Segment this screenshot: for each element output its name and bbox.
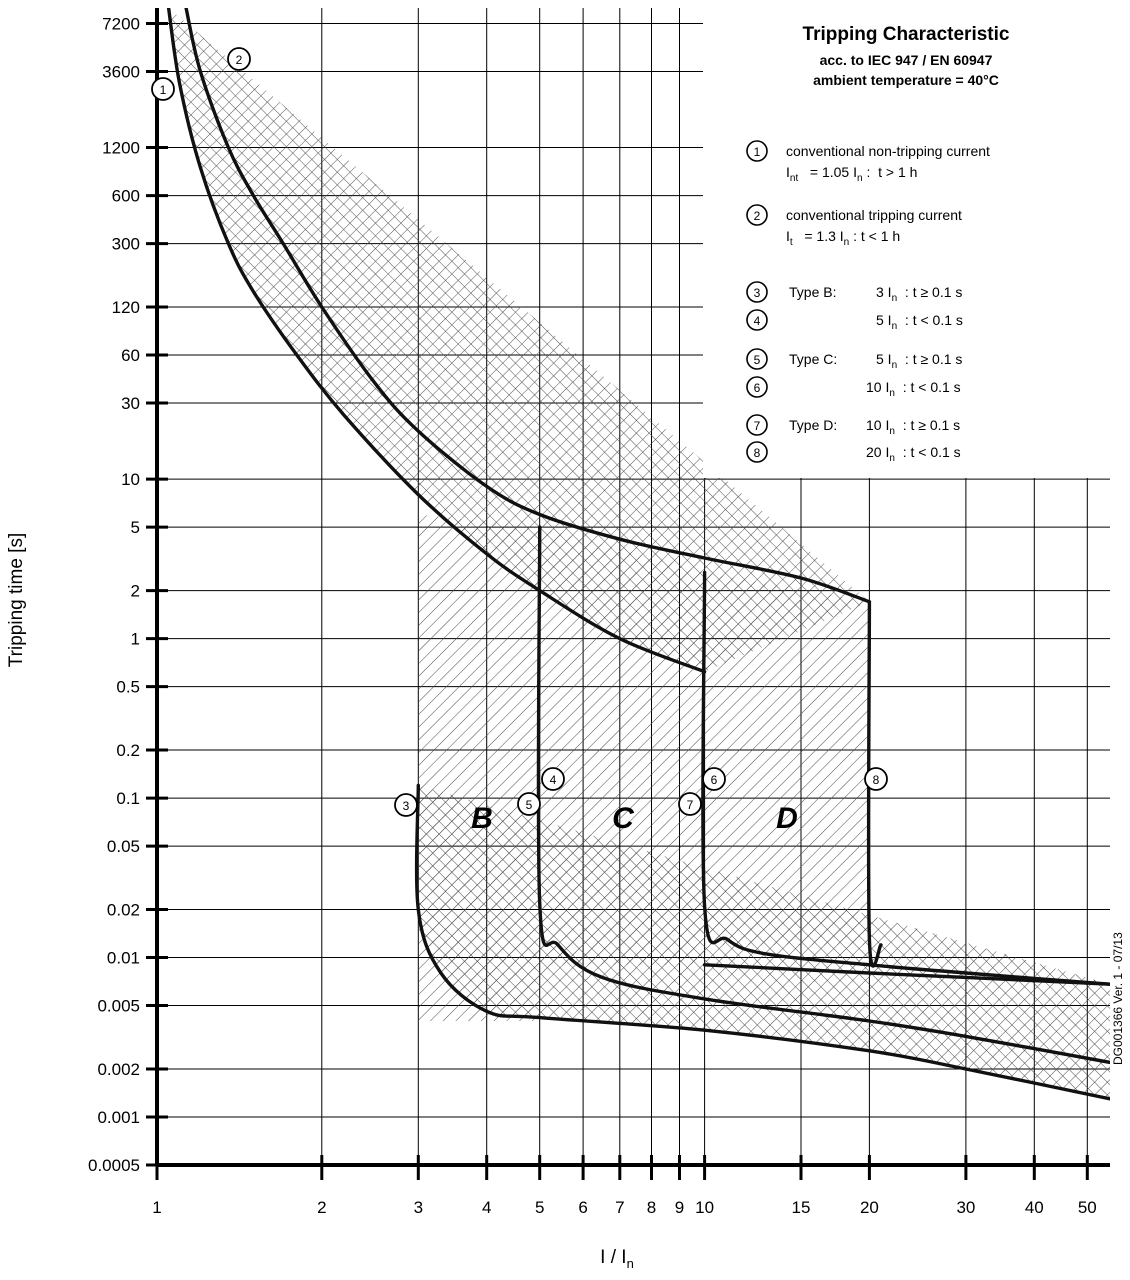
plot-marker-7-number: 7 (686, 798, 694, 812)
y-tick-5: 5 (130, 518, 140, 538)
plot-marker-3-number: 3 (402, 799, 410, 813)
legend-item-1-text: conventional non-tripping current (786, 143, 990, 159)
y-tick-0.02: 0.02 (106, 900, 140, 920)
marker-3-number: 3 (753, 286, 761, 300)
legend-item-2-detail: $I_t = 1.3$ $I_n$ : t < 1 h (786, 228, 901, 248)
legend-item-8-detail: 20 $I_n$ : t < 0.1 s (866, 444, 961, 464)
legend-item-3-text: Type B: (789, 284, 837, 300)
x-tick-30: 30 (956, 1198, 976, 1217)
document-code: DG001366 Ver. 1 - 07/13 (1111, 932, 1125, 1065)
x-tick-15: 15 (791, 1198, 811, 1217)
y-tick-0.05: 0.05 (106, 837, 140, 857)
plot-marker-5-number: 5 (525, 798, 533, 812)
y-tick-7200: 7200 (102, 14, 140, 34)
x-tick-40: 40 (1024, 1198, 1044, 1217)
x-tick-10: 10 (695, 1198, 715, 1217)
x-tick-3: 3 (413, 1198, 424, 1217)
marker-2-number: 2 (753, 209, 761, 223)
y-tick-60: 60 (121, 346, 140, 365)
marker-8-number: 8 (753, 446, 761, 460)
legend-item-5-detail: 5 $I_n$ : t ≥ 0.1 s (876, 351, 963, 371)
marker-4-number: 4 (753, 314, 761, 328)
y-axis-title: Tripping time [s] (6, 532, 27, 668)
curve-label-C: C (612, 802, 634, 835)
legend-subtitle-1: acc. to IEC 947 / EN 60947 (819, 52, 993, 68)
y-tick-1200: 1200 (102, 138, 140, 158)
y-tick-0.0005: 0.0005 (88, 1156, 140, 1175)
y-tick-120: 120 (111, 298, 140, 317)
y-tick-0.1: 0.1 (116, 789, 140, 809)
y-tick-30: 30 (121, 394, 140, 413)
x-tick-6: 6 (578, 1198, 588, 1217)
y-tick-300: 300 (111, 234, 140, 254)
y-tick-0.001: 0.001 (97, 1108, 140, 1127)
curve-label-D: D (776, 802, 798, 835)
curve-label-B: B (471, 802, 493, 835)
y-tick-0.01: 0.01 (106, 948, 140, 968)
x-tick-2: 2 (317, 1198, 327, 1217)
legend-panel (703, 8, 1110, 478)
legend-item-1-detail: $I_{nt} = 1.05$ $I_n$ : t > 1 h (786, 164, 918, 184)
marker-5-number: 5 (753, 353, 761, 367)
y-tick-10: 10 (121, 470, 140, 490)
y-tick-0.005: 0.005 (97, 996, 140, 1016)
legend-subtitle-2: ambient temperature = 40°C (813, 72, 999, 88)
marker-6-number: 6 (753, 381, 761, 395)
x-tick-4: 4 (481, 1198, 492, 1217)
y-tick-1: 1 (130, 629, 140, 649)
x-tick-8: 8 (646, 1198, 657, 1217)
x-tick-7: 7 (615, 1198, 625, 1217)
y-tick-0.002: 0.002 (97, 1060, 140, 1079)
y-tick-600: 600 (111, 186, 140, 206)
plot-marker-2-number: 2 (235, 53, 243, 67)
marker-7-number: 7 (753, 419, 761, 433)
legend-item-2-text: conventional tripping current (786, 207, 962, 223)
legend-item-7-detail: 10 $I_n$ : t ≥ 0.1 s (866, 417, 961, 437)
plot-marker-8-number: 8 (872, 773, 880, 787)
plot-marker-4-number: 4 (549, 773, 557, 787)
plot-marker-6-number: 6 (710, 773, 718, 787)
legend-item-7-text: Type D: (789, 417, 838, 433)
legend-item-5-text: Type C: (789, 351, 838, 367)
legend-item-3-detail: 3 $I_n$ : t ≥ 0.1 s (876, 284, 963, 304)
y-tick-2: 2 (130, 581, 140, 601)
x-tick-50: 50 (1077, 1198, 1097, 1217)
x-tick-9: 9 (674, 1198, 685, 1217)
marker-1-number: 1 (753, 145, 761, 159)
legend-item-6-detail: 10 $I_n$ : t < 0.1 s (866, 379, 961, 399)
legend-item-4-detail: 5 $I_n$ : t < 0.1 s (876, 312, 963, 332)
x-tick-20: 20 (859, 1198, 879, 1217)
legend-title: Tripping Characteristic (802, 24, 1010, 45)
y-tick-3600: 3600 (102, 62, 140, 82)
x-tick-1: 1 (152, 1198, 162, 1217)
plot-marker-1-number: 1 (159, 83, 167, 97)
y-tick-0.5: 0.5 (116, 677, 140, 697)
svg-text:I / In: I / $I_n$ (600, 1247, 634, 1271)
y-tick-0.2: 0.2 (116, 741, 140, 760)
x-tick-5: 5 (534, 1198, 545, 1217)
